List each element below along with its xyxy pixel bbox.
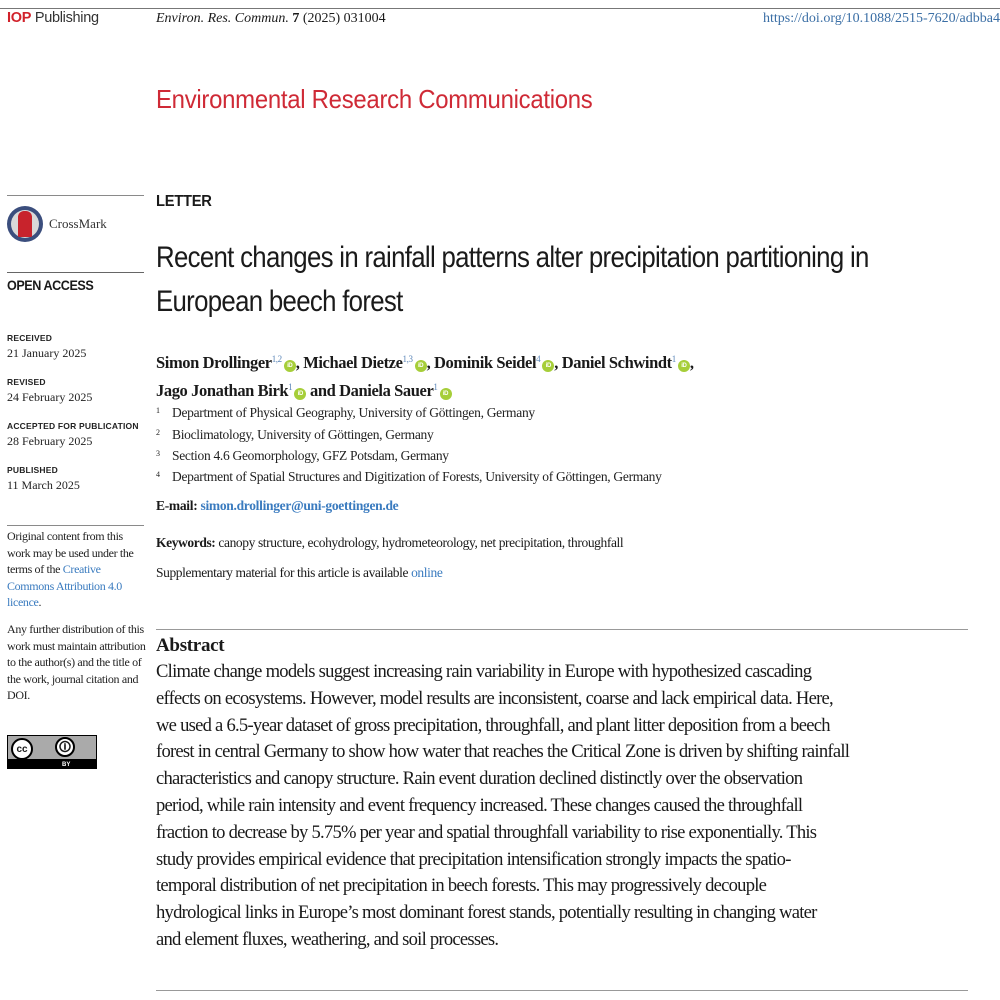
abstract-line: temporal distribution of net precipitation in beech forests. This may progressively decouple: [156, 875, 767, 897]
affiliation: 2 Bioclimatology, University of Göttingen, Germany: [156, 427, 434, 442]
author[interactable]: Michael Dietze$^{1,3}$iD: [303, 353, 426, 372]
distribution-notice: Any further distribution of this work must maintain attribution to the author(s) and the title of the work, journal citation and DOI.: [7, 622, 146, 703]
published-date: 11 March 2025: [7, 478, 80, 492]
affiliation-ref: 1: [288, 382, 293, 392]
cc-by-badge[interactable]: [7, 735, 97, 769]
orcid-icon[interactable]: iD: [440, 388, 452, 400]
abstract-line: characteristics and canopy structure. Rain event duration declined distinctly over the observation: [156, 768, 803, 790]
sidebar-divider: [7, 525, 144, 526]
affiliation: 3 Section 4.6 Geomorphology, GFZ Potsdam, Germany: [156, 448, 449, 463]
revised-label: REVISED: [7, 377, 46, 387]
keywords: [156, 535, 623, 551]
orcid-icon[interactable]: iD: [542, 360, 554, 372]
publisher-mark: IOP: [7, 10, 32, 26]
revised-date: 24 February 2025: [7, 390, 93, 404]
received-label: RECEIVED: [7, 333, 53, 343]
volume: 7: [292, 11, 300, 26]
by-label: BY: [62, 762, 71, 768]
orcid-icon[interactable]: iD: [415, 360, 427, 372]
crossmark-icon: [7, 206, 43, 242]
corresponding-email: [156, 498, 398, 514]
attribution-icon: 🛈: [55, 737, 75, 757]
abstract-rule: [156, 990, 968, 991]
abstract-line: study provides empirical evidence that precipitation intensification strongly impacts the spatio-: [156, 848, 791, 870]
orcid-icon[interactable]: iD: [294, 388, 306, 400]
crossmark-label: CrossMark: [49, 216, 107, 231]
email-label: E-mail:: [156, 498, 198, 513]
author[interactable]: Daniel Schwindt$^1$iD: [562, 353, 690, 372]
keywords-label: Keywords:: [156, 535, 216, 550]
abstract-line: we used a 6.5-year dataset of gross precipitation, throughfall, and plant litter deposition from a beech: [156, 714, 830, 736]
abstract-line: effects on ecosystems. However, model results are inconsistent, coarse and lack empirical data. Here,: [156, 687, 833, 709]
author[interactable]: Jago Jonathan Birk$^1$iD: [156, 381, 306, 400]
journal-name: Environmental Research Communications: [156, 84, 593, 114]
doi-link[interactable]: https://doi.org/10.1088/2515-7620/adbba4: [763, 11, 1000, 26]
license-notice: [7, 528, 147, 611]
received-date: 21 January 2025: [7, 346, 87, 360]
license-prefix: Original content from this work may be used under the terms of the: [7, 529, 134, 577]
published-label: PUBLISHED: [7, 465, 58, 475]
crossmark-button[interactable]: [7, 203, 117, 245]
affiliation-ref: 4: [536, 354, 541, 364]
affiliation-ref: 1,2: [271, 354, 282, 364]
publisher-logo: [7, 10, 99, 26]
affiliation: 4 Department of Spatial Structures and Digitization of Forests, University of Göttingen, Germany: [156, 469, 662, 484]
sidebar-divider: [7, 272, 144, 273]
open-access-label: OPEN ACCESS: [7, 277, 94, 293]
header-rule: [0, 8, 1000, 9]
cc-license-link[interactable]: Creative Commons Attribution 4.0 licence: [7, 562, 122, 610]
abstract-rule: [156, 629, 968, 630]
sidebar-divider: [7, 195, 144, 196]
author[interactable]: Daniela Sauer$^1$iD: [339, 381, 451, 400]
abstract-heading: Abstract: [156, 635, 225, 656]
article-title: Recent changes in rainfall patterns alter precipitation partitioning in European beech forest: [156, 241, 869, 318]
orcid-icon[interactable]: iD: [678, 360, 690, 372]
abstract-line: period, while rain intensity and event frequency increased. These changes caused the throughfall: [156, 794, 803, 816]
affiliation: 1 Department of Physical Geography, University of Göttingen, Germany: [156, 405, 535, 420]
orcid-icon[interactable]: iD: [284, 360, 296, 372]
journal-citation: [156, 11, 386, 27]
abstract-body: [156, 659, 1000, 954]
affiliation-ref: 1,3: [402, 354, 413, 364]
supplementary-note: Supplementary material for this article is available online: [156, 565, 443, 580]
abstract-line: fraction to decrease by 5.75% per year and spatial throughfall variability to rise exponentially. This: [156, 821, 817, 843]
affiliation-ref: 1: [433, 382, 438, 392]
author[interactable]: Dominik Seidel$^4$iD: [434, 353, 554, 372]
abstract-line: forest in central Germany to show how water that reaches the Critical Zone is driven by shifting rainfall: [156, 741, 850, 763]
publisher-name: Publishing: [34, 10, 99, 26]
abstract-line: hydrological links in Europe’s most dominant forest stands, potentially resulting in changing water: [156, 902, 817, 924]
accepted-date: 28 February 2025: [7, 434, 93, 448]
badge-bar: [8, 759, 96, 768]
keywords-list: canopy structure, ecohydrology, hydrometeorology, net precipitation, throughfall: [218, 535, 624, 550]
article-type: LETTER: [156, 193, 212, 210]
year-article: (2025) 031004: [302, 11, 386, 26]
supplementary-link[interactable]: online: [411, 565, 443, 580]
author-list: Simon Drollinger$^{1,2}$iD , Michael Dietze$^{1,3}$iD , Dominik Seidel$^4$iD , Daniel Schwindt$^1$iD , Jago Jonathan Birk$^1$iD and Daniela Sauer$^1$iD: [156, 353, 694, 400]
abstract-line: Climate change models suggest increasing rain variability in Europe with hypothesized cascading: [156, 661, 812, 682]
license-suffix: .: [38, 595, 42, 610]
abstract-line: and element fluxes, weathering, and soil processes.: [156, 928, 499, 950]
email-link[interactable]: simon.drollinger@uni-goettingen.de: [200, 498, 399, 513]
author[interactable]: Simon Drollinger$^{1,2}$iD: [156, 353, 296, 372]
affiliation-ref: 1: [671, 354, 676, 364]
accepted-label: ACCEPTED FOR PUBLICATION: [7, 421, 139, 431]
cc-icon: cc: [11, 738, 33, 760]
journal-abbrev: Environ. Res. Commun.: [156, 11, 289, 26]
